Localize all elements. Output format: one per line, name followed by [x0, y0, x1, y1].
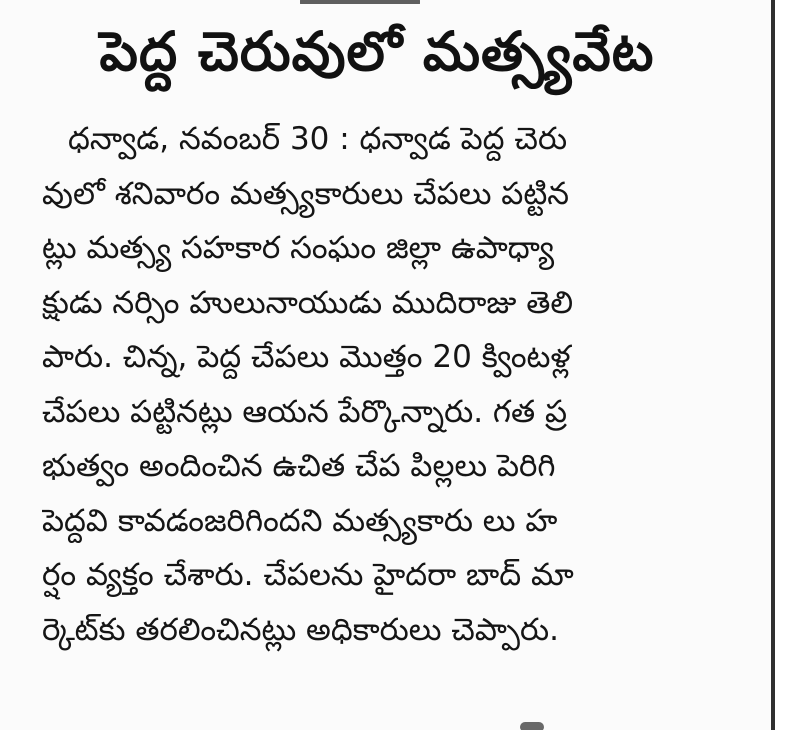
article-body-line: చేపలు పట్టినట్లు ఆయన పేర్కొన్నారు. గత ప్ర	[42, 393, 567, 430]
article-body-line: పారు. చిన్న, పెద్ద చేపలు మొత్తం 20 క్వింటళ్ల	[42, 339, 571, 375]
article-headline: పెద్ద చెరువులో మత్స్యవేట	[99, 20, 655, 83]
page-margin	[775, 0, 800, 730]
cropped-text-fragment-bottom	[520, 722, 544, 730]
article-body-line: పెద్దవి కావడంజరిగిందని మత్స్యకారు లు హ	[42, 502, 558, 539]
article-body-line: ర్షం వ్యక్తం చేశారు. చేపలను హైదరా బాద్ మా	[42, 557, 574, 593]
article-body-line: భుత్వం అందించిన ఉచిత చేప పిల్లలు పెరిగి	[42, 448, 556, 484]
article-body-line: ధన్వాడ, నవంబర్ 30 : ధన్వాడ పెద్ద చెరు	[68, 121, 568, 157]
article-body-line: వులో శనివారం మత్స్యకారులు చేపలు పట్టిన	[42, 175, 570, 212]
article-body-line: ర్కెట్‌కు తరలించినట్లు అధికారులు చెప్పారు.	[42, 611, 559, 648]
article-body	[42, 112, 722, 657]
article-body-line: క్షుడు నర్సిం హులునాయుడు ముదిరాజు తెలి	[42, 284, 574, 321]
article-body-line: ట్లు మత్స్య సహకార సంఘం జిల్లా ఉపాధ్యా	[42, 230, 555, 266]
